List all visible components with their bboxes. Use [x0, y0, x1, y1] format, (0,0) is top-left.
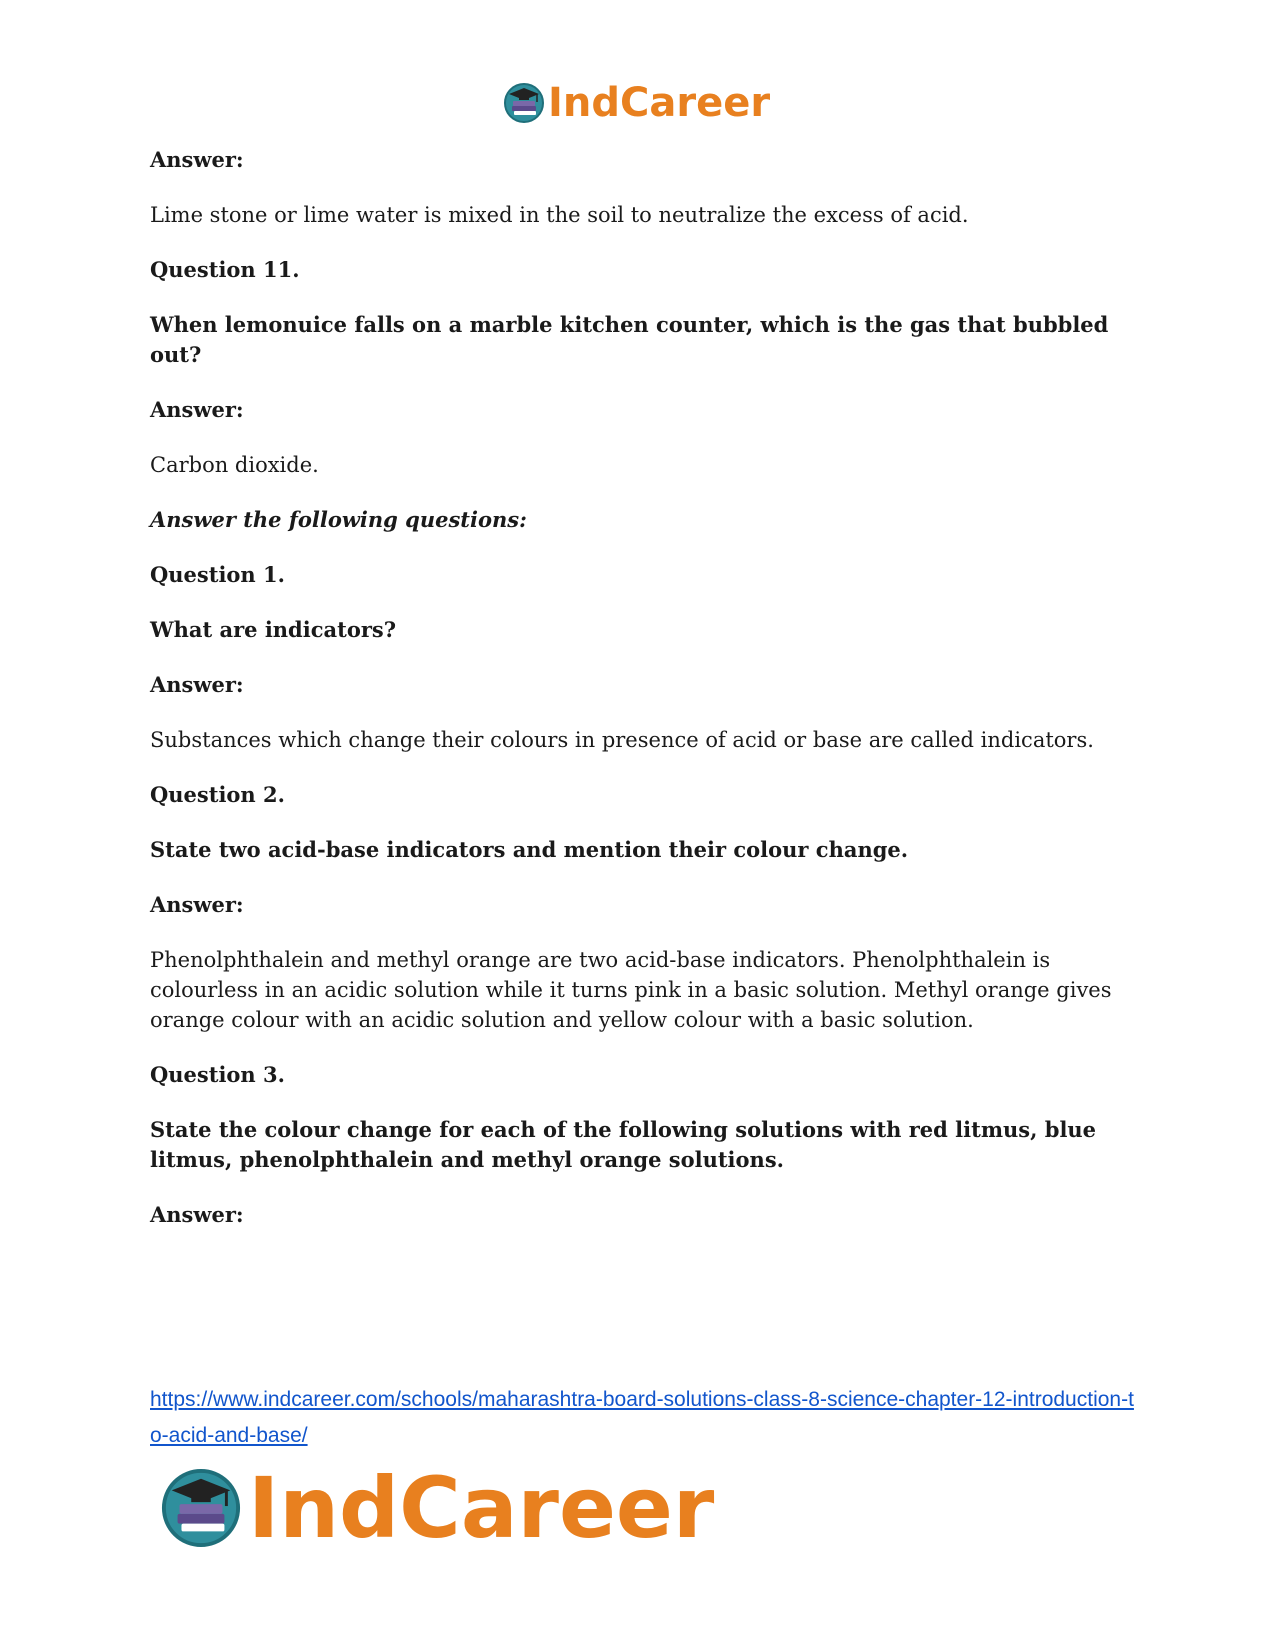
- question-text: State two acid-base indicators and mention their colour change.: [150, 837, 909, 862]
- source-url-link[interactable]: https://www.indcareer.com/schools/maharashtra-board-solutions-class-8-science-chapter-12-introduction-to-acid-and-base/: [150, 1388, 1134, 1447]
- question-number: Question 2.: [150, 782, 285, 807]
- answer-text: Phenolphthalein and methyl orange are two acid-base indicators. Phenolphthalein is colourless in an acidic solution while it turns pink in a basic solution. Methyl orange gives orange colour with an acidic solution and yellow colour with a basic solution.: [150, 948, 1112, 1032]
- graduation-cap-books-icon: [160, 1467, 242, 1549]
- header-logo: [503, 80, 770, 126]
- graduation-cap-books-icon: [503, 82, 545, 124]
- answer-label: Answer:: [150, 397, 244, 422]
- question-number: Question 1.: [150, 562, 285, 587]
- footer-logo: [160, 1459, 715, 1557]
- footer-logo-text: IndCareer: [248, 1459, 715, 1557]
- answer-label: Answer:: [150, 892, 244, 917]
- answer-text: Carbon dioxide.: [150, 453, 319, 477]
- header-logo-text: IndCareer: [548, 80, 771, 126]
- question-number: Question 3.: [150, 1062, 285, 1087]
- section-heading: Answer the following questions:: [150, 507, 527, 532]
- answer-text: Substances which change their colours in presence of acid or base are called indicators.: [150, 728, 1094, 752]
- answer-label: Answer:: [150, 147, 244, 172]
- answer-text: Lime stone or lime water is mixed in the soil to neutralize the excess of acid.: [150, 203, 969, 227]
- answer-label: Answer:: [150, 1202, 244, 1227]
- question-number: Question 11.: [150, 257, 300, 282]
- question-text: When lemonuice falls on a marble kitchen counter, which is the gas that bubbled out?: [150, 312, 1109, 367]
- question-text: State the colour change for each of the following solutions with red litmus, blue litmus, phenolphthalein and methyl orange solutions.: [150, 1117, 1097, 1172]
- document-body: [150, 145, 1130, 1255]
- answer-label: Answer:: [150, 672, 244, 697]
- question-text: What are indicators?: [150, 617, 397, 642]
